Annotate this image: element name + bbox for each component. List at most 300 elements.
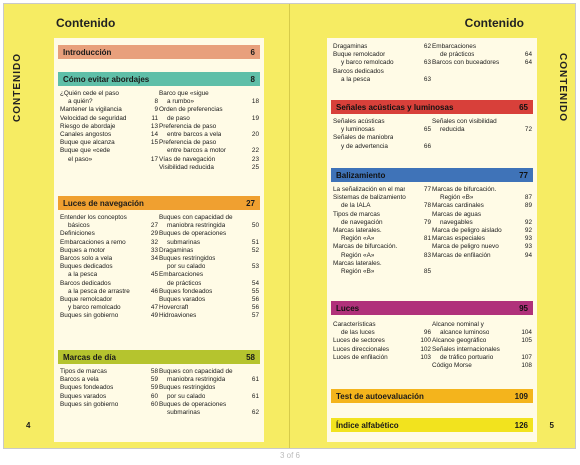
toc-entry[interactable] <box>60 312 158 320</box>
toc-entry-text: Vías de navegación <box>159 155 216 163</box>
toc-entry[interactable] <box>159 123 259 131</box>
section-header-test[interactable] <box>331 389 533 403</box>
toc-entry[interactable] <box>432 59 532 67</box>
toc-entry-text: Región «A» <box>341 251 375 259</box>
toc-entry[interactable] <box>159 312 259 320</box>
toc-entry[interactable] <box>159 393 259 401</box>
toc-entry-page <box>530 43 532 51</box>
toc-entry-text: Embarcaciones <box>432 43 477 50</box>
section-header-senales[interactable] <box>331 100 533 114</box>
toc-entry-text: submarinas <box>167 409 201 417</box>
toc-entry[interactable] <box>432 219 532 227</box>
page-title: Contenido <box>56 16 116 30</box>
toc-entry-text: Definiciones <box>60 230 95 238</box>
toc-entry[interactable] <box>333 321 431 329</box>
toc-entry-text: Buques restringidos <box>159 255 216 263</box>
toc-entry-page <box>429 243 431 251</box>
toc-entry[interactable] <box>60 156 158 164</box>
toc-entry[interactable] <box>333 68 431 76</box>
toc-entry[interactable] <box>333 134 431 142</box>
toc-entry[interactable] <box>60 263 158 271</box>
toc-entry[interactable] <box>159 239 259 247</box>
toc-column <box>333 43 431 84</box>
toc-entry-text: Preferencia de paso <box>159 122 217 130</box>
toc-entry[interactable] <box>159 409 259 417</box>
toc-entry-text: Buques de operaciones <box>159 230 227 238</box>
toc-entry[interactable] <box>432 186 532 194</box>
toc-entry-page <box>429 51 431 59</box>
toc-entry-text: a quién? <box>68 98 93 106</box>
section-title: Marcas de día <box>63 352 116 362</box>
toc-entry-text: Barcos con buceadores <box>432 59 500 67</box>
toc-column <box>159 368 259 417</box>
section-header-intro[interactable] <box>58 45 260 59</box>
toc-entry[interactable] <box>60 98 158 106</box>
toc-entry[interactable] <box>159 368 259 376</box>
toc-entry-page: 14 <box>150 131 158 139</box>
toc-entry[interactable] <box>159 98 259 106</box>
toc-entry[interactable] <box>60 239 158 247</box>
toc-entry-page <box>429 227 431 235</box>
toc-entry-page <box>156 90 158 98</box>
toc-entry-text: Buque que alcanza <box>60 139 115 147</box>
toc-entry-page: 60 <box>150 400 158 408</box>
toc-entry-page: 60 <box>150 392 158 400</box>
toc-entry[interactable] <box>159 106 259 114</box>
toc-entry[interactable] <box>60 384 158 392</box>
toc-column <box>159 90 259 172</box>
section-header-luces[interactable] <box>331 301 533 315</box>
toc-entry-text: de prácticos <box>167 279 202 287</box>
toc-entry-text: Alcance nominal y <box>432 321 484 328</box>
toc-entry[interactable] <box>333 219 431 227</box>
toc-entry-text: Marcas laterales. <box>333 227 382 235</box>
toc-entry[interactable] <box>159 384 259 392</box>
toc-entry-text: de la IALA <box>341 202 371 210</box>
toc-entry[interactable] <box>60 230 158 238</box>
toc-entry-page: 63 <box>423 75 431 83</box>
toc-entry[interactable] <box>432 321 532 329</box>
toc-entry[interactable] <box>333 243 431 251</box>
section-page: 6 <box>250 47 255 57</box>
toc-entry[interactable] <box>432 227 532 235</box>
toc-entry-page: 94 <box>524 251 532 259</box>
section-header-balizamiento[interactable] <box>331 168 533 182</box>
toc-entry[interactable] <box>159 164 259 172</box>
toc-entry-page: 9 <box>154 106 158 114</box>
toc-entry-page: 104 <box>521 329 532 337</box>
toc-entry-page: 93 <box>524 243 532 251</box>
toc-entry-page <box>530 118 532 126</box>
toc-entry[interactable] <box>60 106 158 114</box>
toc-entry-page <box>156 214 158 222</box>
toc-entry-text: Canales angostos <box>60 131 112 139</box>
toc-entry[interactable] <box>333 43 431 51</box>
toc-entry-text: Visibilidad reducida <box>159 163 214 171</box>
toc-entry-page: 66 <box>423 142 431 150</box>
toc-entry[interactable] <box>60 368 158 376</box>
toc-entry-page: 62 <box>251 409 259 417</box>
toc-entry[interactable] <box>333 194 431 202</box>
toc-entry-page: 87 <box>524 194 532 202</box>
toc-entry[interactable] <box>432 43 532 51</box>
toc-entry-page: 83 <box>423 251 431 259</box>
toc-entry[interactable] <box>333 252 431 260</box>
toc-entry-page: 13 <box>150 122 158 130</box>
toc-entry[interactable] <box>333 227 431 235</box>
toc-entry-page: 25 <box>251 163 259 171</box>
toc-entry-page: 61 <box>251 392 259 400</box>
toc-column <box>432 43 532 68</box>
toc-entry-text: submarinas <box>167 238 201 246</box>
toc-entry-page: 19 <box>251 114 259 122</box>
toc-entry[interactable] <box>159 288 259 296</box>
toc-entry-text: Señales internacionales <box>432 345 500 353</box>
toc-entry-text: Buques varados <box>159 296 206 304</box>
toc-entry-page: 18 <box>251 98 259 106</box>
toc-entry[interactable] <box>60 222 158 230</box>
toc-entry-text: Señales de maniobra <box>333 134 394 142</box>
section-page: 95 <box>519 303 528 313</box>
section-title: Índice alfabético <box>336 420 399 430</box>
toc-entry-text: Hidroaviones <box>159 312 197 320</box>
section-header-luces-nav[interactable] <box>58 196 260 210</box>
toc-entry-text: de las luces <box>341 329 375 337</box>
toc-entry-text: Embarcaciones <box>159 271 204 279</box>
toc-entry[interactable] <box>60 288 158 296</box>
toc-entry-text: Buque remolcador <box>333 51 386 59</box>
toc-entry[interactable] <box>432 354 532 362</box>
toc-entry[interactable] <box>432 235 532 243</box>
toc-entry-text: a la pesca <box>68 271 98 279</box>
toc-entry-text: maniobra restringida <box>167 376 226 384</box>
toc-entry-page <box>156 280 158 288</box>
toc-entry-text: de tráfico portuario <box>440 353 494 361</box>
toc-entry-text: Barcos dedicados <box>60 279 111 287</box>
toc-entry[interactable] <box>432 118 532 126</box>
toc-entry-page: 85 <box>423 268 431 276</box>
toc-column <box>432 321 532 370</box>
toc-entry-page <box>156 263 158 271</box>
toc-entry-text: Barco que «sigue <box>159 90 209 97</box>
toc-entry-page <box>530 186 532 194</box>
toc-entry[interactable] <box>432 243 532 251</box>
toc-entry[interactable] <box>60 131 158 139</box>
toc-entry-text: Marca de peligro nuevo <box>432 243 499 251</box>
toc-entry[interactable] <box>432 194 532 202</box>
toc-entry-page <box>156 147 158 155</box>
toc-entry-page: 47 <box>150 304 158 312</box>
toc-entry[interactable] <box>333 118 431 126</box>
toc-entry[interactable] <box>159 247 259 255</box>
toc-entry-page <box>429 194 431 202</box>
toc-entry-text: Tipos de marcas <box>333 210 380 218</box>
toc-entry-page: 45 <box>150 271 158 279</box>
toc-entry-text: a rumbo» <box>167 98 194 106</box>
toc-entry[interactable] <box>333 126 431 134</box>
toc-entry-page <box>257 271 259 279</box>
toc-entry-page: 100 <box>420 337 431 345</box>
side-tab: CONTENIDO <box>12 53 23 122</box>
section-page: 65 <box>519 102 528 112</box>
toc-entry-text: Dragaminas <box>333 43 368 50</box>
toc-column <box>60 214 158 321</box>
section-header-indice[interactable] <box>331 418 533 432</box>
toc-entry-text: Señales acústicas <box>333 118 385 125</box>
toc-entry-text: Entender los conceptos <box>60 214 127 221</box>
toc-entry-page: 93 <box>524 235 532 243</box>
toc-entry[interactable] <box>159 263 259 271</box>
toc-entry-page <box>429 118 431 126</box>
toc-entry[interactable] <box>60 376 158 384</box>
toc-entry-text: Buques dedicados <box>60 263 113 271</box>
toc-entry[interactable] <box>159 230 259 238</box>
toc-entry-text: Marcas de bifurcación. <box>333 243 398 251</box>
toc-entry[interactable] <box>159 139 259 147</box>
toc-entry[interactable] <box>333 59 431 67</box>
section-title: Luces <box>336 303 360 313</box>
toc-entry[interactable] <box>333 329 431 337</box>
toc-entry[interactable] <box>432 362 532 370</box>
toc-entry-page: 20 <box>251 131 259 139</box>
toc-entry-page: 23 <box>251 155 259 163</box>
toc-entry-page: 102 <box>420 345 431 353</box>
toc-entry[interactable] <box>159 214 259 222</box>
toc-entry-page: 64 <box>524 51 532 59</box>
toc-entry-page: 103 <box>420 353 431 361</box>
toc-entry-text: Orden de preferencias <box>159 106 223 114</box>
toc-entry-page: 108 <box>521 362 532 370</box>
side-tab: CONTENIDO <box>557 53 568 122</box>
toc-entry-text: Riesgo de abordaje <box>60 122 116 130</box>
section-header-abordajes[interactable] <box>58 72 260 86</box>
toc-entry[interactable] <box>432 329 532 337</box>
section-title: Balizamiento <box>336 170 386 180</box>
toc-entry-text: y barco remolcado <box>68 304 121 312</box>
toc-entry[interactable] <box>159 255 259 263</box>
toc-entry[interactable] <box>159 156 259 164</box>
toc-entry[interactable] <box>432 202 532 210</box>
toc-entry[interactable] <box>432 211 532 219</box>
toc-entry-page: 96 <box>423 329 431 337</box>
left-page <box>4 4 290 448</box>
toc-entry-page <box>530 346 532 354</box>
toc-entry-page: 56 <box>251 304 259 312</box>
toc-entry[interactable] <box>432 252 532 260</box>
toc-column <box>60 90 158 164</box>
toc-entry[interactable] <box>60 115 158 123</box>
toc-entry[interactable] <box>60 296 158 304</box>
toc-entry[interactable] <box>333 186 431 194</box>
toc-entry[interactable] <box>333 202 431 210</box>
toc-entry-page: 63 <box>423 59 431 67</box>
toc-entry-page: 105 <box>521 337 532 345</box>
toc-entry-text: Señales con visibilidad <box>432 118 497 125</box>
toc-entry-text: Marcas laterales. <box>333 259 382 267</box>
toc-entry[interactable] <box>159 131 259 139</box>
toc-entry-page: 58 <box>150 368 158 375</box>
toc-entry-page <box>429 68 431 76</box>
toc-entry-text: Luces de sectores <box>333 337 385 345</box>
toc-column <box>333 321 431 362</box>
section-page: 8 <box>250 74 255 84</box>
page-number: 4 <box>26 421 31 430</box>
toc-entry-text: alcance luminoso <box>440 329 490 337</box>
section-page: 27 <box>246 198 255 208</box>
toc-entry[interactable] <box>159 280 259 288</box>
toc-entry[interactable] <box>60 401 158 409</box>
toc-entry[interactable] <box>159 147 259 155</box>
toc-entry-page <box>257 401 259 409</box>
toc-column <box>159 214 259 321</box>
toc-entry[interactable] <box>60 214 158 222</box>
section-header-marcas-dia[interactable] <box>58 350 260 364</box>
toc-entry[interactable] <box>432 337 532 345</box>
toc-entry-page: 34 <box>150 255 158 263</box>
toc-entry-page: 50 <box>251 222 259 230</box>
toc-entry-text: Embarcaciones a remo <box>60 238 126 246</box>
toc-entry-page: 107 <box>521 353 532 361</box>
toc-entry-page: 57 <box>251 312 259 320</box>
toc-entry-page: 78 <box>423 202 431 210</box>
toc-entry-page <box>257 255 259 263</box>
toc-entry[interactable] <box>333 76 431 84</box>
toc-entry[interactable] <box>60 123 158 131</box>
toc-entry[interactable] <box>159 90 259 98</box>
toc-entry-text: Marcas cardinales <box>432 202 484 210</box>
toc-entry-page <box>429 321 431 329</box>
toc-entry-page: 55 <box>251 287 259 295</box>
toc-entry[interactable] <box>60 271 158 279</box>
toc-entry-text: Hovercraft <box>159 304 189 312</box>
page-indicator: 3 of 6 <box>279 451 300 460</box>
toc-entry[interactable] <box>432 51 532 59</box>
toc-entry-text: a la pesca <box>341 75 371 83</box>
toc-column <box>60 368 158 409</box>
toc-entry-text: ¿Quién cede el paso <box>60 90 119 97</box>
toc-entry-page: 59 <box>150 376 158 384</box>
toc-entry-page: 52 <box>251 246 259 254</box>
toc-entry-text: por su calado <box>167 392 206 400</box>
toc-entry-page: 53 <box>251 263 259 271</box>
toc-entry-page: 61 <box>251 376 259 384</box>
toc-entry-text: Barcos a vela <box>60 376 99 384</box>
toc-entry-page: 29 <box>150 230 158 238</box>
toc-entry[interactable] <box>60 247 158 255</box>
section-page: 77 <box>519 170 528 180</box>
toc-entry[interactable] <box>333 354 431 362</box>
toc-entry-page: 65 <box>423 126 431 134</box>
toc-entry[interactable] <box>432 126 532 134</box>
toc-entry-text: Marcas de aguas <box>432 210 482 218</box>
section-page: 58 <box>246 352 255 362</box>
toc-entry-text: Buques a motor <box>60 246 106 254</box>
toc-entry-page: 49 <box>150 312 158 320</box>
toc-entry-text: Buque remolcador <box>60 296 113 304</box>
section-title: Luces de navegación <box>63 198 144 208</box>
toc-entry-page <box>257 214 259 222</box>
toc-entry-text: básicos <box>68 222 90 230</box>
toc-entry[interactable] <box>333 51 431 59</box>
toc-entry-page: 64 <box>524 59 532 67</box>
toc-entry-text: Velocidad de seguridad <box>60 114 127 122</box>
section-title: Señales acústicas y luminosas <box>336 102 454 112</box>
toc-entry-page <box>429 211 431 219</box>
toc-entry[interactable] <box>159 296 259 304</box>
toc-entry-page <box>257 368 259 376</box>
toc-entry-page <box>429 260 431 268</box>
toc-column <box>432 118 532 134</box>
toc-entry[interactable] <box>60 139 158 147</box>
toc-entry-page: 11 <box>151 114 158 122</box>
toc-entry-text: Buques con capacidad de <box>159 368 233 375</box>
toc-entry-text: Marcas de enfilación <box>432 251 491 259</box>
toc-entry[interactable] <box>333 346 431 354</box>
toc-entry-text: Preferencia de paso <box>159 139 217 147</box>
toc-entry[interactable] <box>432 346 532 354</box>
toc-entry-page: 79 <box>423 218 431 226</box>
toc-entry[interactable] <box>159 271 259 279</box>
toc-entry[interactable] <box>60 280 158 288</box>
toc-entry[interactable] <box>159 222 259 230</box>
toc-entry[interactable] <box>159 376 259 384</box>
toc-entry-page <box>257 90 259 98</box>
toc-entry-text: Buques con capacidad de <box>159 214 233 221</box>
toc-entry-page: 22 <box>251 147 259 155</box>
toc-entry[interactable] <box>60 147 158 155</box>
toc-entry-text: maniobra restringida <box>167 222 226 230</box>
toc-entry[interactable] <box>159 304 259 312</box>
toc-column <box>333 186 431 276</box>
toc-entry[interactable] <box>159 401 259 409</box>
toc-entry[interactable] <box>333 268 431 276</box>
toc-entry-text: Región «A» <box>341 235 375 243</box>
toc-entry[interactable] <box>60 255 158 263</box>
toc-entry-page: 89 <box>524 202 532 210</box>
toc-entry-page: 32 <box>150 238 158 246</box>
toc-entry[interactable] <box>60 304 158 312</box>
section-title: Introducción <box>63 47 112 57</box>
toc-entry[interactable] <box>333 337 431 345</box>
toc-entry-text: Buque que «cede <box>60 147 111 155</box>
toc-entry-page: 77 <box>423 186 431 193</box>
toc-entry-page: 51 <box>251 238 259 246</box>
toc-entry[interactable] <box>333 143 431 151</box>
toc-entry-text: Código Morse <box>432 362 472 370</box>
toc-entry-page: 59 <box>150 384 158 392</box>
toc-entry-text: por su calado <box>167 263 206 271</box>
toc-entry-text: Buques fondeados <box>60 384 114 392</box>
toc-entry-text: entre barcos a vela <box>167 131 222 139</box>
toc-entry-text: Región «B» <box>341 268 375 276</box>
toc-entry[interactable] <box>333 260 431 268</box>
toc-entry[interactable] <box>60 393 158 401</box>
toc-entry-page: 46 <box>150 287 158 295</box>
toc-entry-text: Alcance geográfico <box>432 337 487 345</box>
toc-entry-text: Dragaminas <box>159 246 194 254</box>
toc-entry-text: Barcos dedicados <box>333 67 384 75</box>
toc-entry-page: 15 <box>150 139 158 147</box>
toc-entry-page: 27 <box>150 222 158 230</box>
toc-entry[interactable] <box>60 90 158 98</box>
toc-entry[interactable] <box>333 235 431 243</box>
toc-entry-text: reducida <box>440 126 465 134</box>
toc-entry[interactable] <box>159 115 259 123</box>
toc-entry-text: La señalización en el mar <box>333 186 406 193</box>
toc-entry[interactable] <box>333 211 431 219</box>
toc-entry-text: Barcos solo a vela <box>60 255 113 263</box>
page-number: 5 <box>549 421 554 430</box>
